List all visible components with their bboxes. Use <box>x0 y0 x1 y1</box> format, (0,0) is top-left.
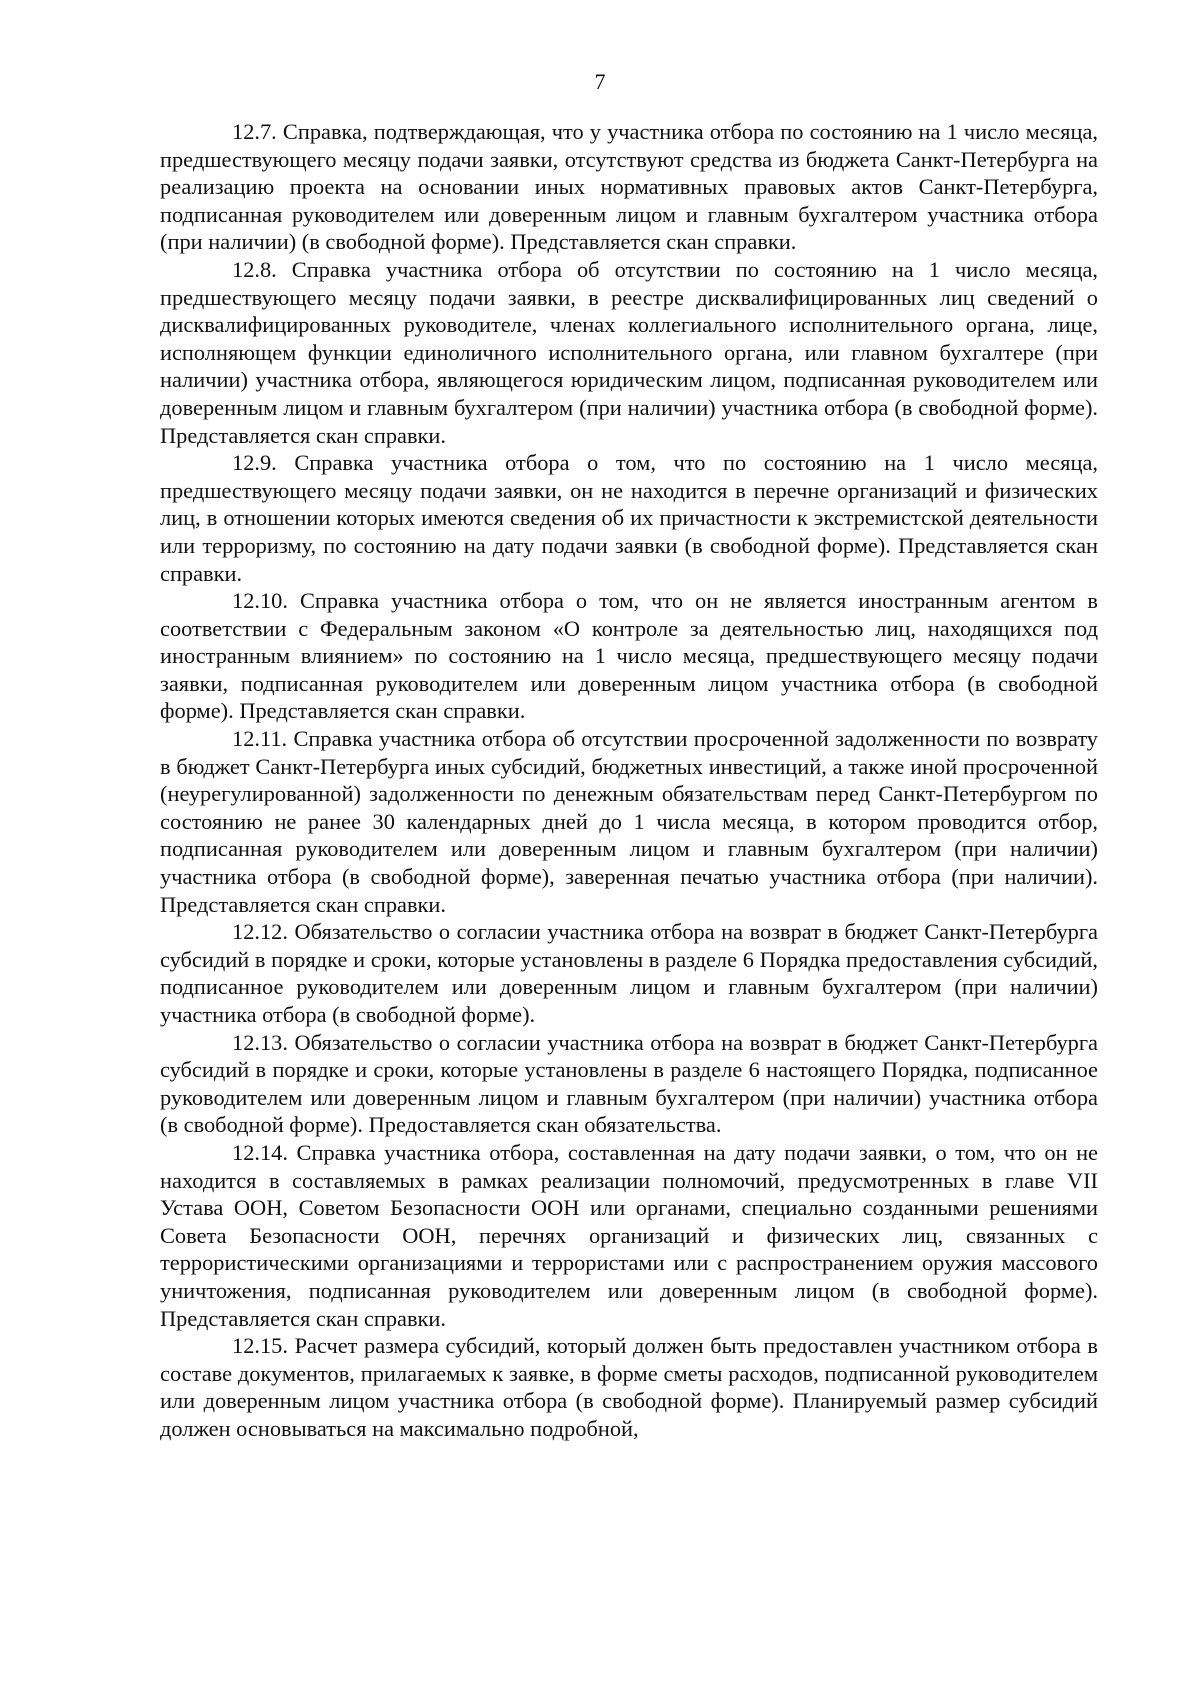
paragraph-12-13: 12.13. Обязательство о согласии участника отбора на возврат в бюджет Санкт-Петербурга субсидий в порядке и сроки, которые установлены в разделе 6 настоящего Порядка, подписанное руководителем или доверенным лицом и главным бухгалтером (при наличии) участника отбора (в свободной форме). Предоставляется скан обязательства. <box>160 1029 1098 1138</box>
paragraph-12-9: 12.9. Справка участника отбора о том, что по состоянию на 1 число месяца, предшествующего месяцу подачи заявки, он не находится в перечне организаций и физических лиц, в отношении которых имеются сведения об их причастности к экстремистской деятельности или терроризму, по состоянию на дату подачи заявки (в свободной форме). Представляется скан справки. <box>160 450 1098 586</box>
paragraph-12-12: 12.12. Обязательство о согласии участника отбора на возврат в бюджет Санкт-Петербурга субсидий в порядке и сроки, которые установлены в разделе 6 Порядка предоставления субсидий, подписанное руководителем или доверенным лицом и главным бухгалтером (при наличии) участника отбора (в свободной форме). <box>160 919 1098 1027</box>
paragraph-12-8: 12.8. Справка участника отбора об отсутствии по состоянию на 1 число месяца, предшествующего месяцу подачи заявки, в реестре дисквалифицированных лиц сведений о дисквалифицированных руководителе, членах коллегиального исполнительного органа, лице, исполняющем функции единоличного исполнительного органа, или главном бухгалтере (при наличии) участника отбора, являющегося юридическим лицом, подписанная руководителем или доверенным лицом и главным бухгалтером (при наличии) участника отбора (в свободной форме). Представляется скан справки. <box>160 256 1098 448</box>
document-body <box>160 118 1098 1443</box>
paragraph-12-14: 12.14. Справка участника отбора, составленная на дату подачи заявки, о том, что он не находится в составляемых в рамках реализации полномочий, предусмотренных в главе VII Устава ООН, Советом Безопасности ООН или органами, специально созданными решениями Совета Безопасности ООН, перечнях организаций и физических лиц, связанных с террористическими организациями и террористами или с распространением оружия массового уничтожения, подписанная руководителем или доверенным лицом (в свободной форме). Представляется скан справки. <box>160 1139 1098 1331</box>
paragraph-12-10: 12.10. Справка участника отбора о том, что он не является иностранным агентом в соответствии с Федеральным законом «О контроле за деятельностью лиц, находящихся под иностранным влиянием» по состоянию на 1 число месяца, предшествующего месяцу подачи заявки, подписанная руководителем или доверенным лицом участника отбора (в свободной форме). Представляется скан справки. <box>160 588 1098 724</box>
page-number: 7 <box>594 69 606 94</box>
paragraph-12-7: 12.7. Справка, подтверждающая, что у участника отбора по состоянию на 1 число месяца, предшествующего месяцу подачи заявки, отсутствуют средства из бюджета Санкт-Петербурга на реализацию проекта на основании иных нормативных правовых актов Санкт-Петербурга, подписанная руководителем или доверенным лицом и главным бухгалтером участника отбора (при наличии) (в свободной форме). Представляется скан справки. <box>160 119 1098 255</box>
paragraph-12-11: 12.11. Справка участника отбора об отсутствии просроченной задолженности по возврату в бюджет Санкт-Петербурга иных субсидий, бюджетных инвестиций, а также иной просроченной (неурегулированной) задолженности по денежным обязательствам перед Санкт-Петербургом по состоянию не ранее 30 календарных дней до 1 числа месяца, в котором проводится отбор, подписанная руководителем или доверенным лицом и главным бухгалтером (при наличии) участника отбора (в свободной форме), заверенная печатью участника отбора (при наличии). Представляется скан справки. <box>160 726 1098 917</box>
paragraph-12-15: 12.15. Расчет размера субсидий, который должен быть предоставлен участником отбора в составе документов, прилагаемых к заявке, в форме сметы расходов, подписанной руководителем или доверенным лицом участника отбора (в свободной форме). Планируемый размер субсидий должен основываться на максимально подробной, <box>160 1333 1098 1441</box>
